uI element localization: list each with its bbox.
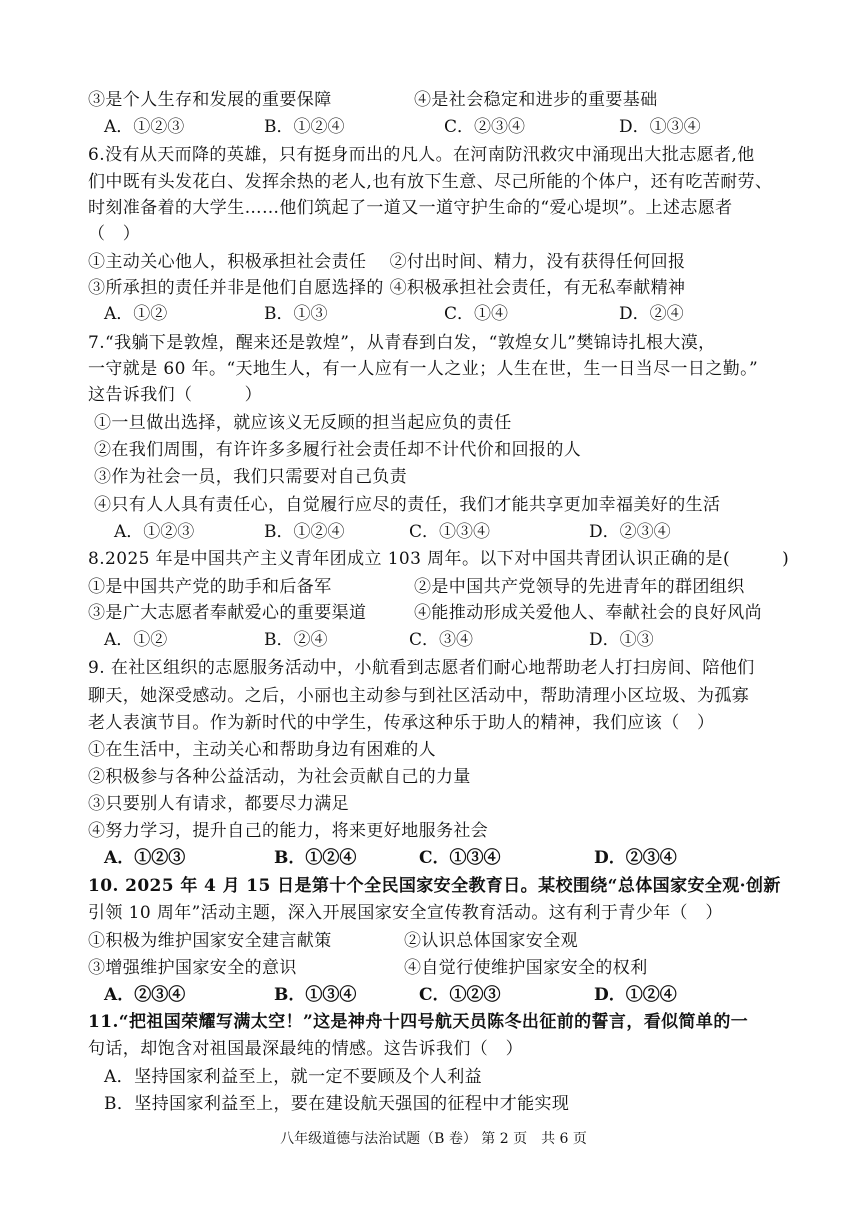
q7-statement-3: ③作为社会一员，我们只需要对自己负责: [94, 467, 408, 487]
q9-stem-line-2: 聊天，她深受感动。之后，小丽也主动参与到社区活动中，帮助清理小区垃圾、为孤寡: [88, 686, 750, 706]
q10-option-d: D．①②④: [594, 985, 677, 1005]
q5-option-a: A．①②③: [104, 117, 185, 137]
q10-option-c: C．①②③: [419, 985, 501, 1005]
page-footer: 八年级道德与法治试题（B 卷） 第 2 页 共 6 页: [280, 1131, 587, 1147]
q7-statement-1: ①一旦做出选择，就应该义无反顾的担当起应负的责任: [94, 413, 512, 433]
q11-option-b: B．坚持国家利益至上，要在建设航天强国的征程中才能实现: [104, 1094, 570, 1114]
q11-option-a: A．坚持国家利益至上，就一定不要顾及个人利益: [104, 1067, 483, 1087]
q7-stem-line-2: 一守就是 60 年。“天地生人，有一人应有一人之业；人生在世，生一日当尽一日之勤。”: [88, 359, 759, 379]
q10-statement-3: ③增强维护国家安全的意识: [88, 958, 297, 978]
statement-3: ③是个人生存和发展的重要保障: [88, 90, 332, 110]
q7-statement-4: ④只有人人具有责任心，自觉履行应尽的责任，我们才能共享更加幸福美好的生活: [94, 495, 721, 515]
q6-option-a: A．①②: [104, 304, 168, 324]
q8-option-d: D．①③: [589, 630, 654, 650]
q8-statement-2: ②是中国共产党领导的先进青年的群团组织: [414, 577, 745, 597]
q10-option-a: A．②③④: [104, 985, 186, 1005]
q5-option-c: C．②③④: [444, 117, 526, 137]
q6-stem-line-4: （ ）: [88, 224, 141, 244]
q5-option-d: D．①③④: [619, 117, 701, 137]
q6-option-b: B．①③: [264, 304, 328, 324]
q9-statement-4: ④努力学习，提升自己的能力，将来更好地服务社会: [88, 821, 489, 841]
q7-statement-2: ②在我们周围，有许许多多履行社会责任却不计代价和回报的人: [94, 440, 582, 460]
q7-option-d: D．②③④: [589, 522, 671, 542]
q7-option-c: C．①③④: [409, 522, 491, 542]
q9-statement-2: ②积极参与各种公益活动，为社会贡献自己的力量: [88, 767, 471, 787]
q8-option-b: B．②④: [264, 630, 328, 650]
q10-option-b: B．①③④: [274, 985, 357, 1005]
q6-statements-2: ③所承担的责任并非是他们自愿选择的 ④积极承担社会责任，有无私奉献精神: [88, 278, 686, 298]
q10-statement-1: ①积极为维护国家安全建言献策: [88, 931, 332, 951]
q6-statements-1: ①主动关心他人，积极承担社会责任 ②付出时间、精力，没有获得任何回报: [88, 252, 686, 272]
q8-option-a: A．①②: [104, 630, 168, 650]
q10-stem-line-2: 引领 10 周年”活动主题，深入开展国家安全宣传教育活动。这有利于青少年（ ）: [88, 903, 723, 923]
q7-stem-line-3: 这告诉我们（ ）: [88, 385, 262, 405]
q7-stem-line-1: 7.“我躺下是敦煌，醒来还是敦煌”，从青春到白发，“敦煌女儿”樊锦诗扎根大漠，: [88, 333, 716, 353]
q7-option-a: A．①②③: [114, 522, 195, 542]
q8-statement-3: ③是广大志愿者奉献爱心的重要渠道: [88, 603, 367, 623]
q11-stem-line-2: 句话，却饱含对祖国最深最纯的情感。这告诉我们（ ）: [88, 1039, 523, 1059]
q6-option-d: D．②④: [619, 304, 684, 324]
q11-stem-line-1: 11.“把祖国荣耀写满太空！”这是神舟十四号航天员陈冬出征前的誓言，看似简单的一: [88, 1012, 749, 1032]
q6-stem-line-1: 6.没有从天而降的英雄，只有挺身而出的凡人。在河南防汛救灾中涌现出大批志愿者,他: [88, 145, 755, 165]
q9-option-d: D．②③④: [594, 848, 677, 868]
q8-stem: 8.2025 年是中国共产主义青年团成立 103 周年。以下对中国共青团认识正确的是( ): [88, 549, 790, 569]
q10-statement-4: ④自觉行使维护国家安全的权利: [404, 958, 648, 978]
q9-option-b: B．①②④: [274, 848, 357, 868]
q9-statement-3: ③只要别人有请求，都要尽力满足: [88, 794, 349, 814]
q8-statement-4: ④能推动形成关爱他人、奉献社会的良好风尚: [414, 603, 762, 623]
q9-statement-1: ①在生活中，主动关心和帮助身边有困难的人: [88, 740, 436, 760]
q9-stem-line-3: 老人表演节目。作为新时代的中学生，传承这种乐于助人的精神，我们应该（ ）: [88, 713, 715, 733]
q6-stem-line-2: 们中既有头发花白、发挥余热的老人,也有放下生意、尽己所能的个体户，还有吃苦耐劳、: [88, 172, 773, 192]
q9-stem-line-1: 9. 在社区组织的志愿服务活动中，小航看到志愿者们耐心地帮助老人打扫房间、陪他们: [88, 658, 755, 678]
q10-statement-2: ②认识总体国家安全观: [404, 931, 578, 951]
q9-option-c: C．①③④: [419, 848, 501, 868]
q8-statement-1: ①是中国共产党的助手和后备军: [88, 577, 332, 597]
q8-option-c: C．③④: [409, 630, 474, 650]
q10-stem-line-1: 10. 2025 年 4 月 15 日是第十个全民国家安全教育日。某校围绕“总体国家安全观·创新: [88, 876, 781, 896]
q9-option-a: A．①②③: [104, 848, 186, 868]
q7-option-b: B．①②④: [264, 522, 345, 542]
q6-stem-line-3: 时刻准备着的大学生……他们筑起了一道又一道守护生命的“爱心堤坝”。上述志愿者: [88, 198, 733, 218]
q6-option-c: C．①④: [444, 304, 509, 324]
q5-option-b: B．①②④: [264, 117, 345, 137]
statement-4: ④是社会稳定和进步的重要基础: [414, 90, 658, 110]
